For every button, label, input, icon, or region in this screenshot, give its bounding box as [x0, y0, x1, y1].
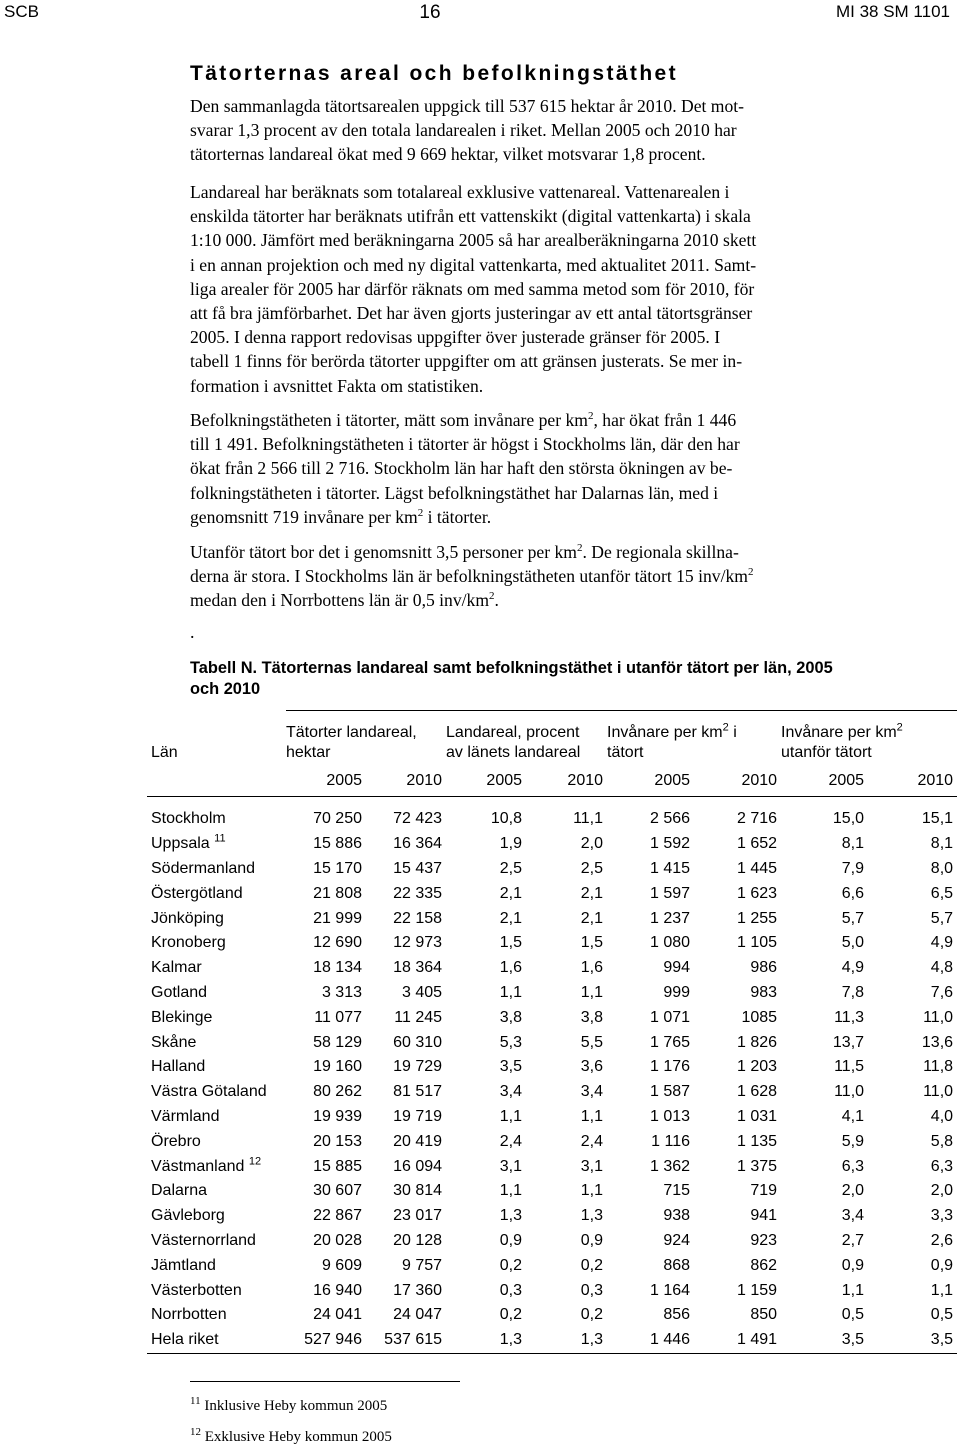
- table-cell: 11,0: [923, 1083, 954, 1101]
- table-cell: 1,3: [499, 1207, 523, 1225]
- table-cell: 1 013: [649, 1107, 691, 1125]
- year-header: 2010: [567, 772, 604, 789]
- year-header: 2005: [486, 772, 523, 789]
- table-cell: 0,2: [580, 1306, 604, 1324]
- table-cell: 1 135: [736, 1132, 778, 1150]
- row-label-lan: Kronoberg: [151, 934, 226, 952]
- text-line: i en annan projektion och med ny digital vattenkarta, med aktualitet 2011. Samt-: [190, 254, 757, 275]
- table-cell: 1 080: [649, 934, 691, 952]
- table-cell: 1 587: [649, 1083, 691, 1101]
- table-cell: 21 808: [313, 884, 362, 902]
- table-row: [147, 906, 957, 931]
- table-cell: 1 446: [607, 1328, 694, 1353]
- row-label-lan: Kalmar: [151, 959, 202, 977]
- row-label-lan: Norrbotten: [151, 1306, 227, 1324]
- table-cell: 24 047: [393, 1306, 443, 1324]
- table-cell: 1,1: [580, 983, 604, 1001]
- table-row: [147, 832, 957, 857]
- table-cell: 80 262: [313, 1083, 362, 1101]
- table-cell: 7,8: [841, 983, 865, 1001]
- table-row: [147, 981, 957, 1006]
- table-cell: 22 158: [393, 909, 443, 927]
- table-row: [147, 1328, 957, 1353]
- text-line: folkningstätheten i tätorter. Lägst befolkningstäthet har Dalarnas län, med i: [190, 482, 719, 503]
- table-cell: 1,3: [446, 1328, 526, 1353]
- text-line: till 1 491. Befolkningstätheten i tätorter är högst i Stockholms län, där den har: [190, 434, 740, 455]
- table-cell: 4,1: [841, 1107, 865, 1125]
- table-row: [147, 1204, 957, 1229]
- table-cell: 15 437: [393, 859, 443, 877]
- table-cell: 862: [750, 1256, 778, 1274]
- table-cell: 8,0: [930, 859, 954, 877]
- text-line: Den sammanlagda tätortsarealen uppgick till 537 615 hektar år 2010. Det mot-: [190, 96, 745, 116]
- group-label: Invånare per $km^2$: [781, 721, 903, 741]
- row-label-lan: Västra Götaland: [151, 1083, 267, 1101]
- text-line: tätorternas landareal ökat med 9 669 hektar, vilket motsvarar 1,8 procent.: [190, 144, 706, 165]
- table-cell: 15 885: [313, 1157, 362, 1175]
- table-cell: 1 628: [736, 1083, 778, 1101]
- table-cell: 6,3: [841, 1157, 865, 1175]
- group-label: utanför tätort: [781, 744, 872, 761]
- table-cell: 537 615: [366, 1328, 446, 1353]
- table-cell: 22 867: [313, 1207, 362, 1225]
- table-cell: 5,0: [841, 934, 865, 952]
- text-line: Befolkningstätheten i tätorter, mätt som invånare per $km^2$, har ökat från 1 446: [190, 410, 737, 430]
- row-label-lan: Jönköping: [151, 909, 224, 927]
- group-label: Tätorter landareal,: [286, 724, 417, 741]
- table-cell: 983: [750, 983, 778, 1001]
- table-cell: 719: [750, 1182, 778, 1200]
- table-cell: 715: [663, 1182, 691, 1200]
- table-row: [147, 1253, 957, 1278]
- text-line: att få bra jämförbarhet. Det har även gjorts justeringar av ett antal tätortsgränser: [190, 303, 753, 324]
- text-line: formation i avsnittet Fakta om statistiken.: [190, 375, 484, 396]
- table-cell: 9 609: [321, 1256, 362, 1274]
- table-cell: 6,3: [930, 1157, 954, 1175]
- row-label-lan: Södermanland: [151, 859, 256, 877]
- table-cell: 16 940: [313, 1281, 362, 1299]
- table-cell: 20 419: [393, 1132, 443, 1150]
- table-cell: 3,1: [580, 1157, 604, 1175]
- column-header-lan: Län: [151, 744, 178, 761]
- table-row: [147, 1030, 957, 1055]
- table-cell: 1 255: [736, 909, 778, 927]
- table-cell: 11 077: [314, 1008, 362, 1026]
- table-cell: 8,1: [930, 835, 954, 853]
- year-header: 2010: [917, 772, 954, 789]
- group-label: Invånare per $km^2$ i: [607, 721, 737, 741]
- table-cell: 0,5: [930, 1306, 954, 1324]
- table-cell: 11,1: [573, 810, 604, 828]
- table-cell: 2,4: [499, 1132, 523, 1150]
- table-cell: 22 335: [393, 884, 443, 902]
- table-year-row: [147, 766, 957, 797]
- table-cell: 19 719: [393, 1107, 443, 1125]
- column-group-urban-area: [286, 711, 446, 767]
- paragraph-outside-urban: [190, 540, 850, 613]
- table-cell: 1,1: [580, 1107, 604, 1125]
- table-cell: 24 041: [313, 1306, 362, 1324]
- group-label: Landareal, procent: [446, 724, 580, 741]
- row-label-lan: Skåne: [151, 1033, 197, 1051]
- text-line: ökat från 2 566 till 2 716. Stockholm län har haft den största ökningen av be-: [190, 458, 733, 479]
- table-cell: 0,2: [580, 1256, 604, 1274]
- table-cell: 2,5: [499, 859, 523, 877]
- table-row: [147, 1154, 957, 1179]
- text-line: enskilda tätorter har beräknats utifrån ett vattenskikt (digital vattenkarta) i skala: [190, 206, 751, 227]
- table-cell: 8,1: [841, 835, 865, 853]
- table-cell: 2,1: [580, 884, 604, 902]
- table-cell: 1 071: [649, 1008, 691, 1026]
- table-cell: 15,1: [921, 810, 954, 828]
- table-cell: 0,9: [499, 1231, 523, 1249]
- table-cell: 924: [663, 1231, 691, 1249]
- table-row: [147, 881, 957, 906]
- table-cell: 3,6: [580, 1058, 604, 1076]
- row-label-lan: Blekinge: [151, 1008, 213, 1026]
- table-cell: 3,5: [868, 1328, 957, 1353]
- header-org: SCB: [4, 2, 39, 21]
- table-cell: 0,5: [841, 1306, 865, 1324]
- table-cell: 58 129: [313, 1033, 362, 1051]
- text-line: 2005. I denna rapport redovisas uppgifter över justerade gränser för 2005. I: [190, 327, 721, 348]
- table-cell: 1 116: [651, 1132, 691, 1150]
- table-cell: 1 652: [736, 835, 778, 853]
- table-cell: 1 105: [736, 934, 778, 952]
- text-line: genomsnitt 719 invånare per $km^2$ i tätorter.: [190, 506, 492, 527]
- table-row: [147, 807, 957, 832]
- table-cell: 3 313: [321, 983, 362, 1001]
- table-cell: 1 415: [649, 859, 691, 877]
- table-cell: 1 592: [649, 835, 691, 853]
- table-row: [147, 1129, 957, 1154]
- table-cell: 0,2: [499, 1256, 523, 1274]
- row-label-lan: Gotland: [151, 983, 208, 1001]
- table-cell: 1,6: [580, 959, 604, 977]
- table-cell: 856: [663, 1306, 691, 1324]
- table-cell: 3,1: [499, 1157, 523, 1175]
- table-cell: 11,3: [834, 1008, 865, 1026]
- table-cell: 1 237: [649, 909, 691, 927]
- table-cell: 1,1: [499, 1182, 523, 1200]
- table-cell: 1 164: [649, 1281, 691, 1299]
- table-cell: 2,0: [930, 1182, 954, 1200]
- table-cell: 1,5: [499, 934, 523, 952]
- table-cell: 0,2: [499, 1306, 523, 1324]
- table-cell: 3,5: [499, 1058, 523, 1076]
- table-cell: 5,9: [841, 1132, 865, 1150]
- text-line: medan den i Norrbottens län är 0,5 inv/$km^2$.: [190, 590, 499, 611]
- text-line: Utanför tätort bor det i genomsnitt 3,5 personer per $km^2$. De regionala skillna-: [190, 542, 739, 562]
- table-cell: 1 623: [736, 884, 778, 902]
- table-cell: 81 517: [393, 1083, 443, 1101]
- row-label-lan: Halland: [151, 1058, 206, 1076]
- table-cell: 20 028: [313, 1231, 362, 1249]
- table-cell: 12 690: [313, 934, 362, 952]
- table-cell: 15 886: [313, 835, 362, 853]
- table-cell: 15,0: [832, 810, 865, 828]
- table-row: [147, 857, 957, 882]
- table-cell: 11,0: [923, 1008, 954, 1026]
- table-cell: 938: [663, 1207, 691, 1225]
- table-cell: 1,3: [580, 1207, 604, 1225]
- row-label-lan: Dalarna: [151, 1182, 208, 1200]
- table-cell: 1,6: [499, 959, 523, 977]
- table-cell: 1,1: [499, 983, 523, 1001]
- table-cell: 19 729: [393, 1058, 443, 1076]
- text-line: derna är stora. I Stockholms län är befolkningstätheten utanför tätort 15 inv/$km^2$: [190, 566, 754, 587]
- table-cell: 986: [750, 959, 778, 977]
- table-cell: 2,7: [841, 1231, 865, 1249]
- table-cell: 19 939: [313, 1107, 362, 1125]
- group-label: tätort: [607, 744, 644, 761]
- table-cell: 1 597: [649, 884, 691, 902]
- table-cell: 16 364: [393, 835, 443, 853]
- text-line: tabell 1 finns för berörda tätorter uppgifter om att gränsen justerats. Se mer in-: [190, 351, 743, 372]
- table-cell: 4,8: [930, 959, 954, 977]
- table-cell: 527 946: [286, 1328, 366, 1353]
- table-row: [147, 1005, 957, 1030]
- table-cell: 3 405: [401, 983, 443, 1001]
- year-header: 2005: [828, 772, 865, 789]
- table-cell: 2,6: [930, 1231, 954, 1249]
- caption-line: Tabell N. Tätorternas landareal samt befolkningstäthet i utanför tätort per län, 2005: [190, 659, 833, 677]
- footnote-11: $^{11}$ Inklusive Heby kommun 2005: [190, 1395, 388, 1414]
- table-cell: 12 973: [393, 934, 443, 952]
- table-cell: 0,9: [841, 1256, 865, 1274]
- table-row: [147, 956, 957, 981]
- table-cell: 11,8: [923, 1058, 954, 1076]
- paragraph-method: [190, 180, 850, 398]
- table-cell: 4,9: [930, 934, 954, 952]
- row-label-lan: Uppsala $^{11}$: [151, 832, 226, 853]
- table-cell: 850: [750, 1306, 778, 1324]
- table-cell: 2,1: [499, 909, 523, 927]
- table-cell: 17 360: [393, 1281, 443, 1299]
- group-label: hektar: [286, 744, 331, 761]
- table-cell: 6,5: [930, 884, 954, 902]
- table-cell: 9 757: [401, 1256, 443, 1274]
- text-line: svarar 1,3 procent av den totala landarealen i riket. Mellan 2005 och 2010 har: [190, 120, 737, 141]
- table-cell: 1 491: [694, 1328, 781, 1353]
- table-header-row: [147, 711, 957, 767]
- table-cell: 0,3: [580, 1281, 604, 1299]
- table-cell: 13,6: [921, 1033, 954, 1051]
- table-body: [147, 797, 957, 1354]
- report-id: MI 38 SM 1101: [835, 2, 950, 21]
- footnote-12: $^{12}$ Exklusive Heby kommun 2005: [190, 1426, 392, 1445]
- table-cell: 30 607: [313, 1182, 362, 1200]
- year-header: 2005: [326, 772, 362, 789]
- year-header: 2010: [741, 772, 778, 789]
- row-label-lan: Jämtland: [151, 1256, 216, 1274]
- table-cell: 2 566: [649, 810, 691, 828]
- table-cell: 3,4: [580, 1083, 604, 1101]
- table-cell: 1,1: [841, 1281, 865, 1299]
- table-cell: 11,0: [834, 1083, 865, 1101]
- row-label-lan: Stockholm: [151, 810, 226, 828]
- table-cell: 20 153: [313, 1132, 362, 1150]
- table-cell: 3,8: [499, 1008, 523, 1026]
- table-cell: 5,8: [930, 1132, 954, 1150]
- row-label-lan: Västernorrland: [151, 1231, 256, 1249]
- table-cell: 2,0: [580, 835, 604, 853]
- table-cell: 70 250: [313, 810, 362, 828]
- table-cell: 923: [750, 1231, 778, 1249]
- table-row: [147, 1055, 957, 1080]
- table-cell: 60 310: [393, 1033, 443, 1051]
- table-cell: 1,1: [930, 1281, 954, 1299]
- table-cell: 1,3: [526, 1328, 607, 1353]
- table-cell: 0,9: [580, 1231, 604, 1249]
- table-cell: 3,8: [580, 1008, 604, 1026]
- table-cell: 6,6: [841, 884, 865, 902]
- column-group-density-urban: [607, 711, 781, 767]
- table-row: [147, 1080, 957, 1105]
- page-number: 16: [419, 2, 441, 23]
- table-cell: 11,5: [834, 1058, 865, 1076]
- table-cell: 3,5: [781, 1328, 868, 1353]
- table-cell: 5,7: [930, 909, 954, 927]
- row-label-lan: Örebro: [151, 1132, 201, 1150]
- table-cell: 1 176: [649, 1058, 691, 1076]
- text-line: liga arealer för 2005 har därför räknats om med samma metod som för 2010, för: [190, 278, 755, 299]
- table-cell: 30 814: [393, 1182, 443, 1200]
- row-label-lan: Östergötland: [151, 884, 243, 902]
- table-cell: 2,1: [580, 909, 604, 927]
- paragraph-density: [190, 408, 850, 529]
- table-cell: 1,9: [499, 835, 523, 853]
- table-cell: 1,1: [499, 1107, 523, 1125]
- table-cell: 1 765: [649, 1033, 691, 1051]
- table-cell: 1 375: [736, 1157, 778, 1175]
- table-cell: 5,3: [499, 1033, 523, 1051]
- table-row: [147, 1229, 957, 1254]
- table-cell: 16 094: [393, 1157, 443, 1175]
- text-line: Landareal har beräknats som totalareal exklusive vattenareal. Vattenarealen i: [190, 182, 730, 202]
- table-row: [147, 931, 957, 956]
- table-cell: 1 826: [736, 1033, 778, 1051]
- table-cell: 1,1: [580, 1182, 604, 1200]
- table-cell: 4,0: [930, 1107, 954, 1125]
- row-label-lan: Hela riket: [147, 1328, 286, 1353]
- table-cell: 11 245: [394, 1008, 443, 1026]
- table-cell: 15 170: [313, 859, 362, 877]
- table-cell: 0,3: [499, 1281, 523, 1299]
- section-title: Tätorternas areal och befolkningstäthet: [190, 62, 679, 85]
- table-cell: 23 017: [393, 1207, 443, 1225]
- paragraph-area-total: [190, 94, 850, 167]
- table-cell: 19 160: [313, 1058, 362, 1076]
- table-cell: 0,9: [930, 1256, 954, 1274]
- table-cell: 5,7: [841, 909, 865, 927]
- table-cell: 7,9: [841, 859, 865, 877]
- row-label-lan: Västerbotten: [151, 1281, 242, 1299]
- caption-line: och 2010: [190, 680, 261, 698]
- table-cell: 2,1: [499, 884, 523, 902]
- table-cell: 1085: [741, 1008, 778, 1026]
- table-cell: 13,7: [832, 1033, 865, 1051]
- row-label-lan: Värmland: [151, 1107, 220, 1125]
- table-cell: 994: [663, 959, 691, 977]
- table-cell: 4,9: [841, 959, 865, 977]
- table-cell: 21 999: [313, 909, 362, 927]
- table-cell: 2,5: [580, 859, 604, 877]
- table-row: [147, 1303, 957, 1328]
- table-cell: 2,0: [841, 1182, 865, 1200]
- table-cell: 3,4: [841, 1207, 865, 1225]
- table-cell: 1 362: [649, 1157, 691, 1175]
- data-table: [147, 710, 957, 1354]
- table-cell: 1 445: [736, 859, 778, 877]
- table-cell: 72 423: [393, 810, 443, 828]
- table-cell: 1 159: [736, 1281, 778, 1299]
- text-line: 1:10 000. Jämfört med beräkningarna 2005 så har arealberäkningarna 2010 skett: [190, 230, 757, 251]
- table-cell: 1 203: [736, 1058, 778, 1076]
- footnote-divider: [190, 1381, 460, 1382]
- table-cell: 5,5: [580, 1033, 604, 1051]
- table-cell: 7,6: [930, 983, 954, 1001]
- table-cell: 20 128: [393, 1231, 443, 1249]
- group-label: av länets landareal: [446, 744, 581, 761]
- table-cell: 1 031: [736, 1107, 778, 1125]
- table-cell: 18 134: [313, 959, 362, 977]
- table-cell: 999: [663, 983, 691, 1001]
- table-cell: 941: [750, 1207, 778, 1225]
- table-cell: 2,4: [580, 1132, 604, 1150]
- table-cell: 3,3: [930, 1207, 954, 1225]
- table-cell: 1,5: [580, 934, 604, 952]
- table-row: [147, 1105, 957, 1130]
- table-cell: 3,4: [499, 1083, 523, 1101]
- row-label-lan: Västmanland $^{12}$: [151, 1155, 262, 1175]
- table-row: [147, 1278, 957, 1303]
- year-header: 2010: [406, 772, 443, 789]
- table-row: [147, 1179, 957, 1204]
- stray-dot: .: [190, 622, 195, 642]
- table-cell: 18 364: [393, 959, 443, 977]
- column-group-area-percent: [446, 711, 607, 767]
- year-header: 2005: [654, 772, 691, 789]
- table-caption: [190, 658, 890, 700]
- column-group-density-outside: [781, 711, 957, 767]
- table-cell: 2 716: [736, 810, 778, 828]
- table-cell: 10,8: [490, 810, 523, 828]
- row-label-lan: Gävleborg: [151, 1207, 225, 1225]
- table-cell: 868: [663, 1256, 691, 1274]
